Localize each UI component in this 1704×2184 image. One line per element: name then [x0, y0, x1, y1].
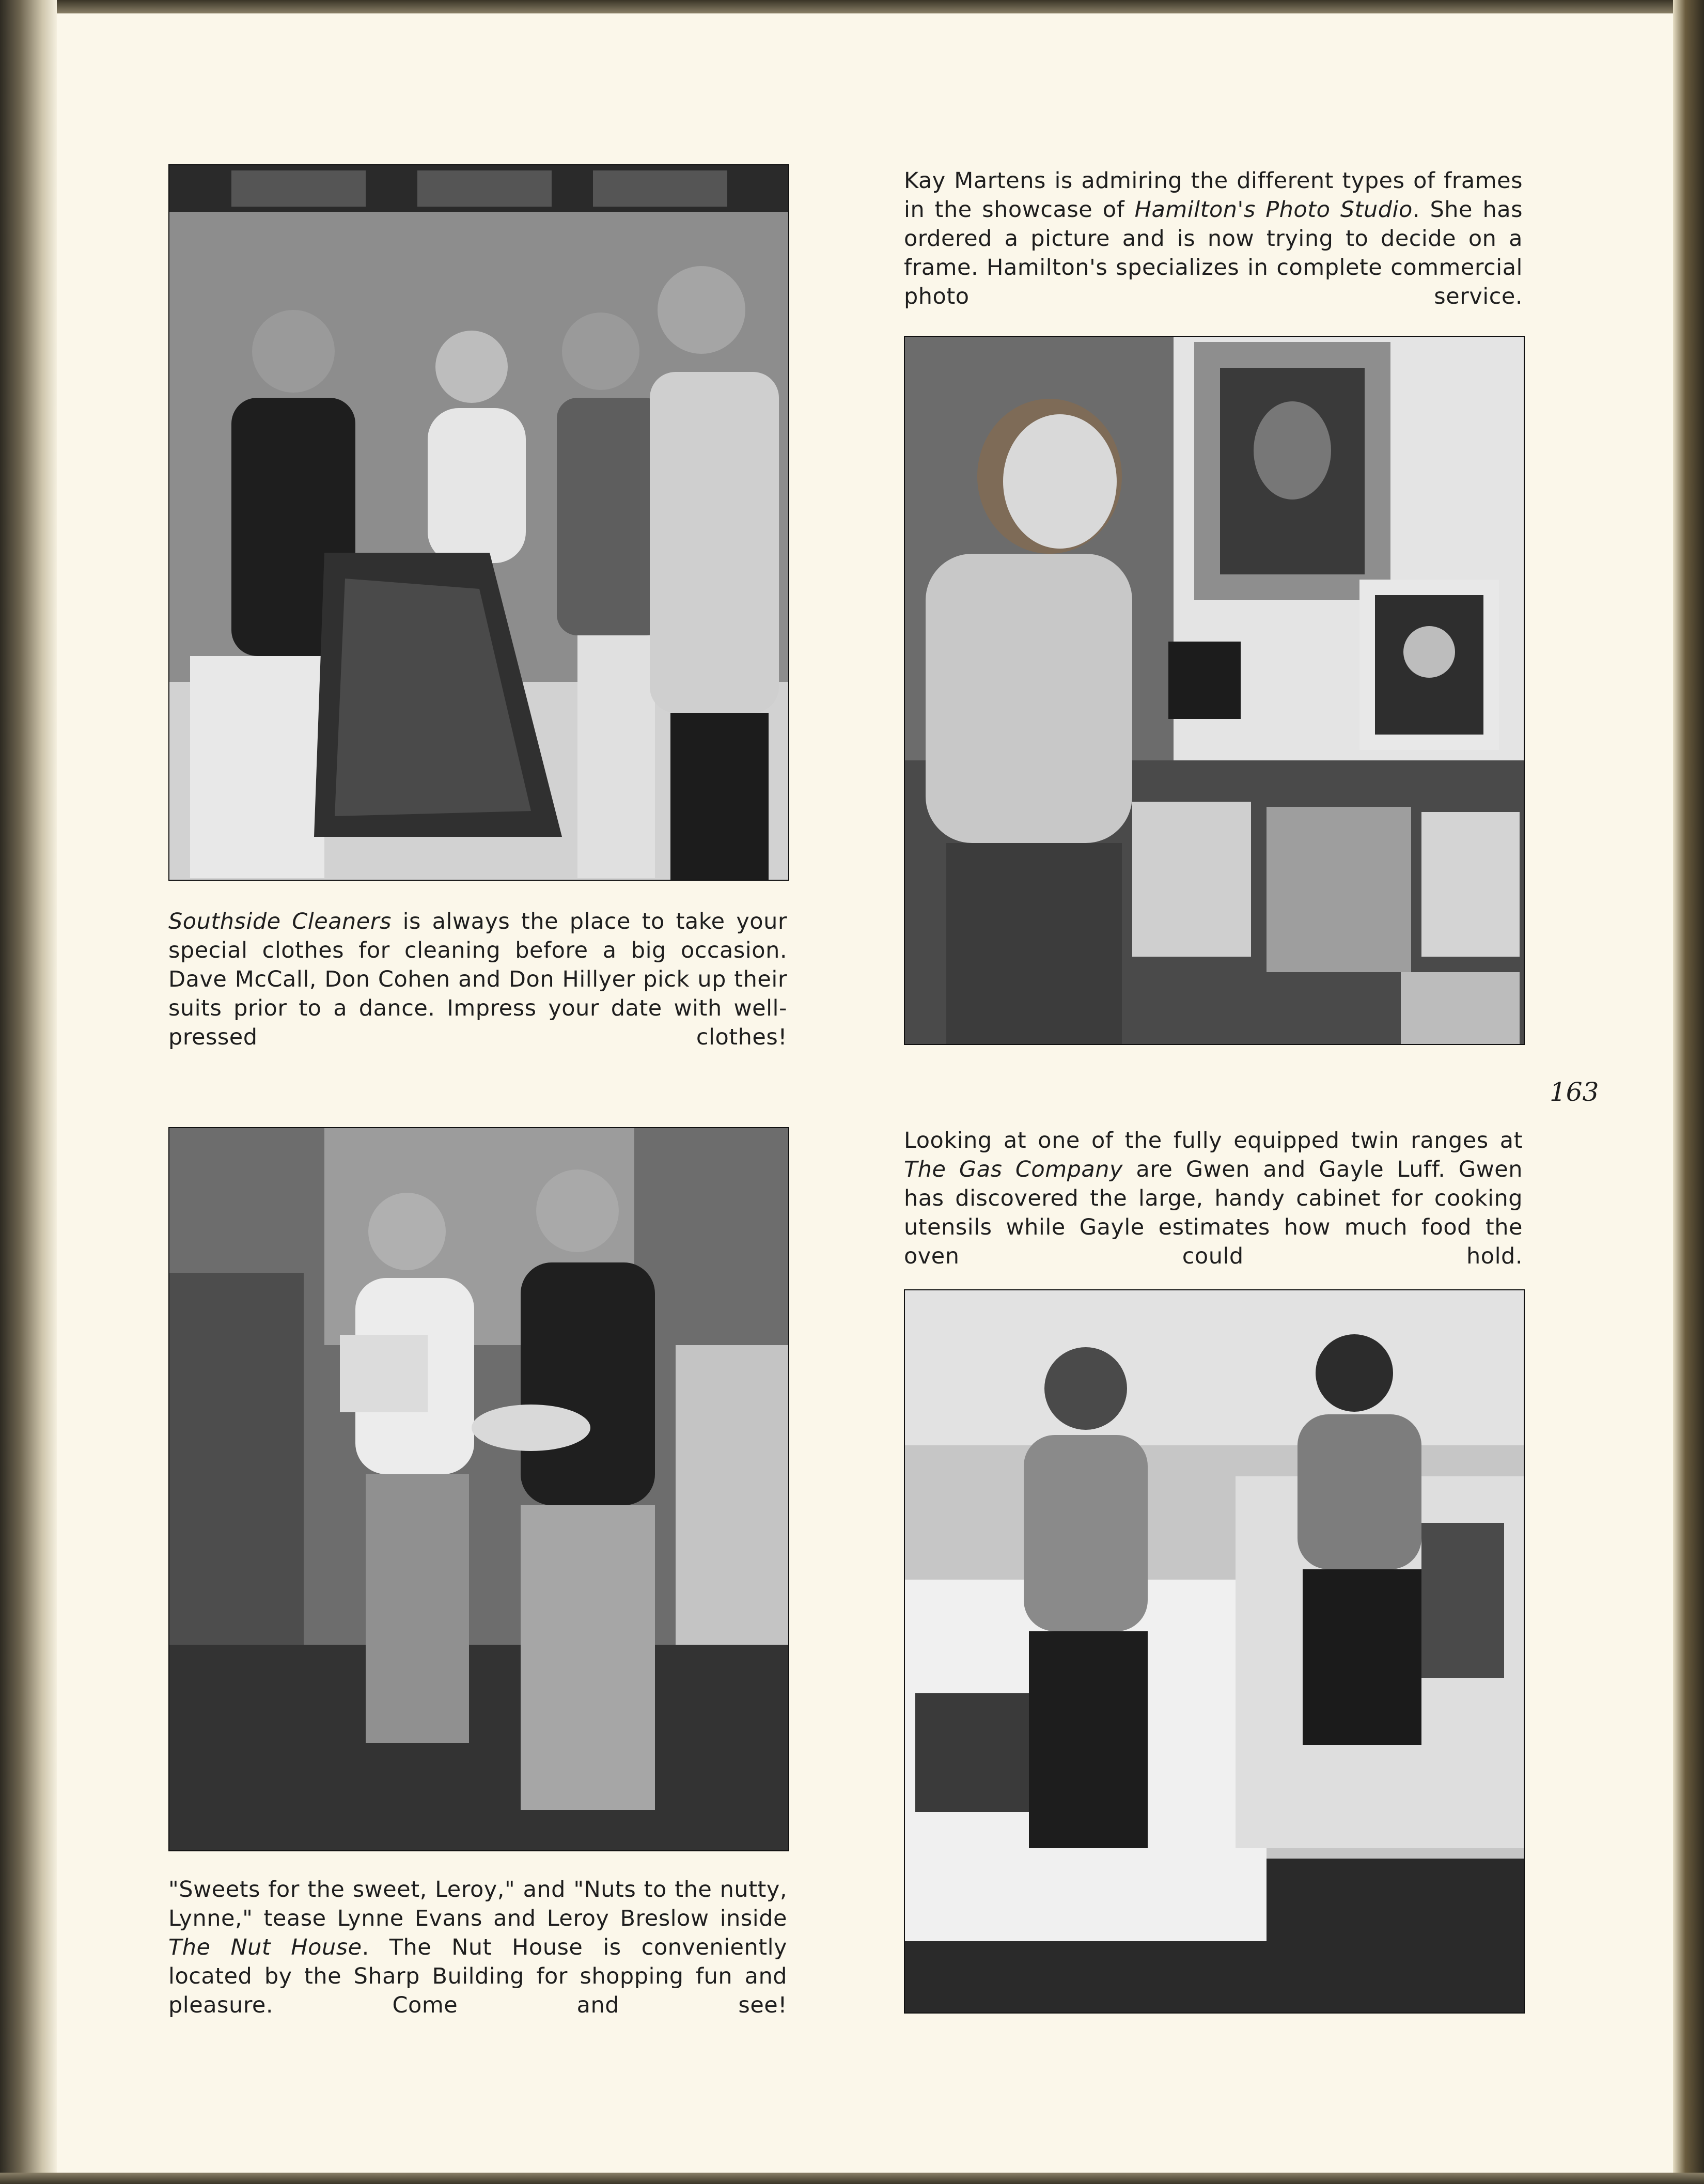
- photo-gas-company-image: [905, 1290, 1524, 2013]
- photo-nut-house-image: [169, 1128, 788, 1850]
- caption-gas-company: Looking at one of the fully equipped twin ranges at The Gas Company are Gwen and Gayle Luff. Gwen has discovered the large, handy cabinet for cooking utensils while Gayle estimates how much food the oven could hold.: [904, 1128, 1523, 1269]
- photo-gas-company: [904, 1289, 1525, 2014]
- photo-southside-cleaners-image: [169, 165, 788, 880]
- page-edge-top: [0, 0, 1704, 13]
- page-edge-right: [1673, 0, 1704, 2184]
- photo-southside-cleaners: [168, 164, 789, 881]
- caption-nut-house: "Sweets for the sweet, Leroy," and "Nuts to the nutty, Lynne," tease Lynne Evans and Leroy Breslow inside The Nut House. The Nut House is conveniently located by the Sharp Building for shopping fun and pleasure. Come and see!: [168, 1877, 787, 2018]
- photo-nut-house: [168, 1127, 789, 1851]
- binding-edge: [0, 0, 57, 2184]
- caption-hamiltons-business: Hamilton's Photo Studio: [1134, 197, 1413, 223]
- caption-gas-company-business: The Gas Company: [904, 1157, 1123, 1182]
- caption-nut-house-business: The Nut House: [168, 1935, 362, 1960]
- caption-hamiltons: Kay Martens is admiring the different types of frames in the showcase of Hamilton's Photo Studio. She has ordered a picture and is now trying to decide on a frame. Hamilton's specializes in complete commercial photo service.: [904, 168, 1523, 309]
- page-edge-bottom: [0, 2173, 1704, 2184]
- photo-hamiltons-studio: [904, 336, 1525, 1045]
- caption-southside-cleaners: Southside Cleaners is always the place to take your special clothes for cleaning before a big occasion. Dave McCall, Don Cohen and Don Hillyer pick up their suits prior to a dance. Impress your date with well-pressed clothes!: [168, 909, 787, 1050]
- page-number: 163: [1550, 1077, 1599, 1107]
- caption-southside-business: Southside Cleaners: [168, 909, 392, 934]
- photo-hamiltons-studio-image: [905, 337, 1524, 1044]
